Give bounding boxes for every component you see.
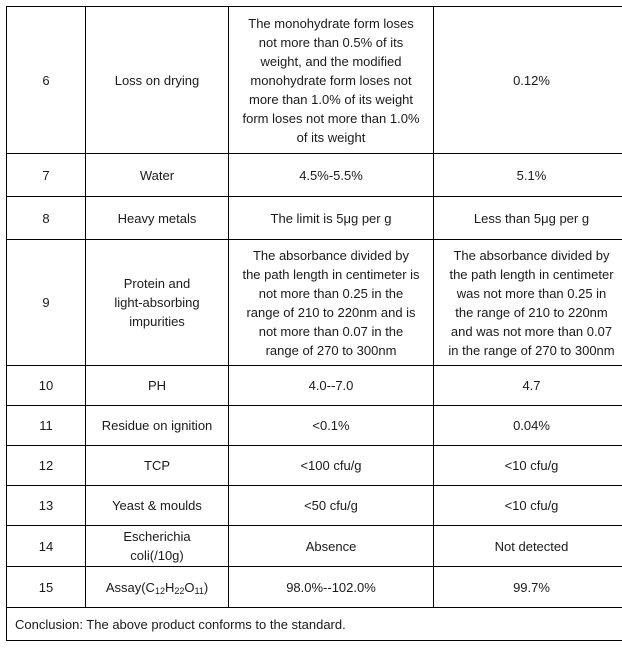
standard-line: The absorbance divided by [252, 247, 410, 263]
row-number: 8 [7, 197, 86, 240]
row-number: 12 [7, 446, 86, 486]
standard-line: not more than 0.5% of its [258, 34, 404, 50]
result-cell: <10 cfu/g [434, 446, 622, 486]
result-line: in the range of 270 to 300nm [448, 342, 615, 358]
conclusion-text: Conclusion: The above product conforms to the standard. [7, 608, 622, 641]
item-name: PH [86, 366, 229, 406]
item-name: Yeast & moulds [86, 486, 229, 526]
formula-subscript: 12 [154, 585, 165, 596]
standard-line: range of 210 to 220nm and is [246, 304, 416, 320]
item-name: Heavy metals [86, 197, 229, 240]
table-row [7, 486, 622, 526]
item-line: impurities [129, 314, 185, 329]
standard-cell [229, 240, 434, 366]
table-row [7, 7, 622, 154]
result-cell [434, 240, 622, 366]
standard-cell [229, 7, 434, 154]
formula-part: O [184, 579, 195, 595]
item-name: Water [86, 154, 229, 197]
standard-cell: The limit is 5μg per g [229, 197, 434, 240]
row-number: 14 [7, 526, 86, 567]
standard-cell: <0.1% [229, 406, 434, 446]
item-name: Residue on ignition [86, 406, 229, 446]
result-line: was not more than 0.25 in [456, 285, 607, 301]
table-row [7, 197, 622, 240]
result-line: the range of 210 to 220nm [455, 304, 608, 320]
result-line: the path length in centimeter [449, 266, 614, 282]
standard-line: not more than 0.25 in the [258, 285, 404, 301]
formula-subscript: 11 [194, 585, 204, 596]
table-row [7, 446, 622, 486]
row-number: 6 [7, 7, 86, 154]
item-name: TCP [86, 446, 229, 486]
table-row [7, 366, 622, 406]
formula-part: H [164, 579, 175, 595]
standard-line: the path length in centimeter is [242, 266, 420, 282]
standard-cell: 4.5%-5.5% [229, 154, 434, 197]
item-line: coli(/10g) [130, 548, 184, 563]
row-number: 10 [7, 366, 86, 406]
result-cell: Not detected [434, 526, 622, 567]
conclusion-row [7, 608, 622, 641]
row-number: 13 [7, 486, 86, 526]
item-name [86, 567, 229, 608]
row-number: 9 [7, 240, 86, 366]
formula-subscript: 22 [174, 585, 185, 596]
result-cell: 0.12% [434, 7, 622, 154]
standard-cell: 4.0--7.0 [229, 366, 434, 406]
standard-line: form loses not more than 1.0% [242, 110, 420, 126]
result-cell: <10 cfu/g [434, 486, 622, 526]
standard-cell: Absence [229, 526, 434, 567]
result-line: The absorbance divided by [453, 247, 610, 263]
table-row [7, 154, 622, 197]
result-cell: Less than 5μg per g [434, 197, 622, 240]
item-line: Protein and [123, 276, 191, 291]
item-line: light-absorbing [114, 295, 200, 310]
item-name [86, 526, 229, 567]
standard-cell: <50 cfu/g [229, 486, 434, 526]
table-row [7, 567, 622, 608]
result-cell: 5.1% [434, 154, 622, 197]
standard-line: weight, and the modified [260, 53, 402, 69]
standard-line: range of 270 to 300nm [265, 342, 397, 358]
formula-part: ) [203, 579, 209, 595]
table-row [7, 526, 622, 567]
standard-line: The monohydrate form loses [248, 15, 414, 31]
standard-line: not more than 0.07 in the [258, 323, 404, 339]
standard-line: more than 1.0% of its weight [248, 91, 414, 107]
table-row [7, 406, 622, 446]
row-number: 11 [7, 406, 86, 446]
standard-line: monohydrate form loses not [250, 72, 412, 88]
result-line: and was not more than 0.07 [450, 323, 613, 339]
row-number: 7 [7, 154, 86, 197]
item-name [86, 240, 229, 366]
row-number: 15 [7, 567, 86, 608]
item-name: Loss on drying [86, 7, 229, 154]
formula-part: Assay(C [105, 579, 155, 595]
result-cell: 4.7 [434, 366, 622, 406]
result-cell: 99.7% [434, 567, 622, 608]
standard-cell: 98.0%--102.0% [229, 567, 434, 608]
table-row [7, 240, 622, 366]
standard-line: of its weight [296, 129, 366, 145]
standard-cell: <100 cfu/g [229, 446, 434, 486]
result-cell: 0.04% [434, 406, 622, 446]
item-line: Escherichia [123, 529, 191, 544]
specification-table [6, 6, 622, 641]
